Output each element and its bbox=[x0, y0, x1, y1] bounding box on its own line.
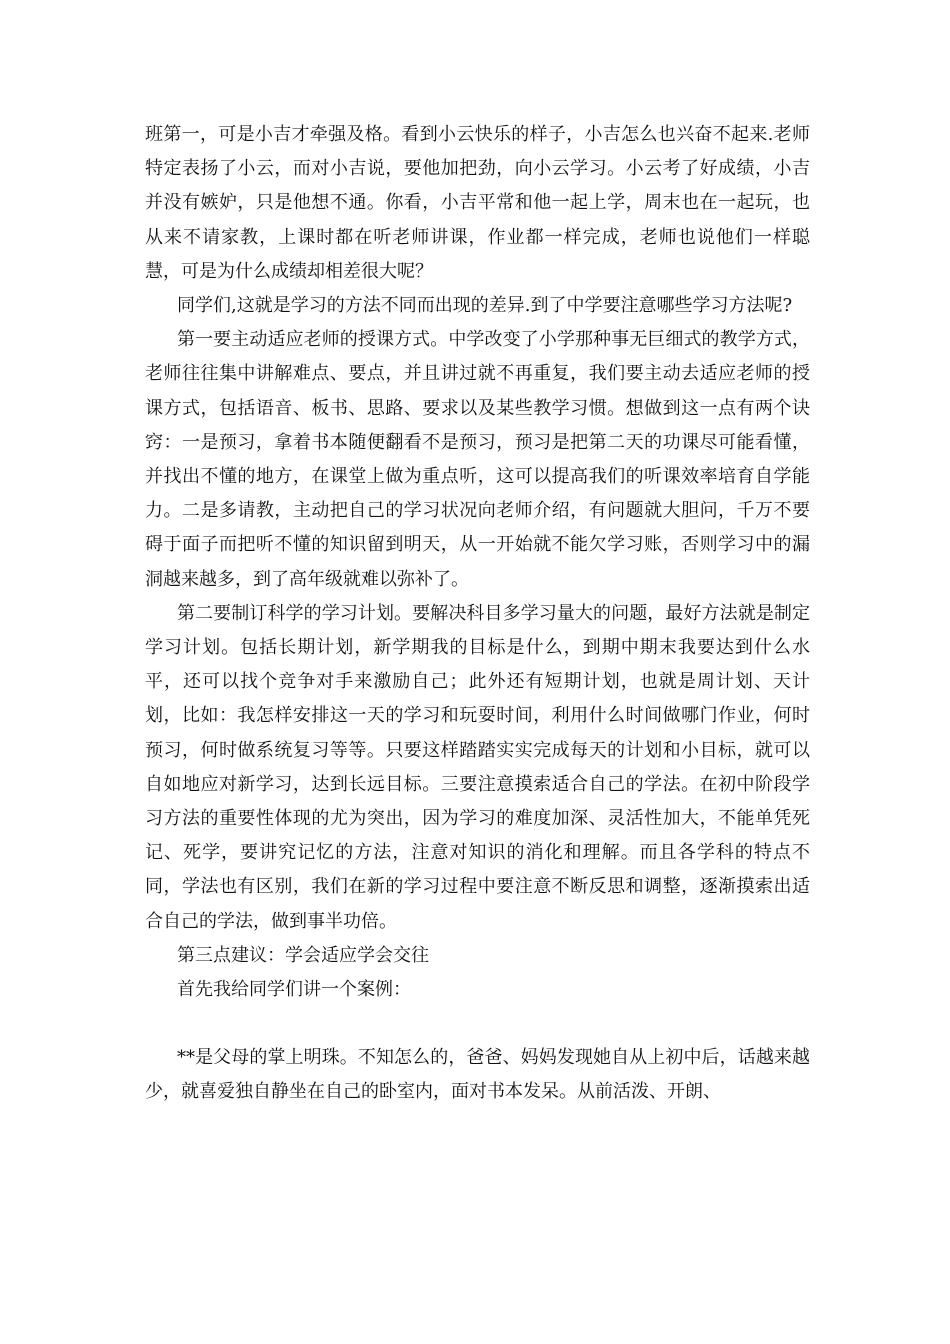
document-page bbox=[145, 118, 810, 1110]
paragraph-first-advice: 第一要主动适应老师的授课方式。中学改变了小学那种事无巨细式的教学方式，老师往往集中讲解难点、要点，并且讲过就不再重复，我们要主动去适应老师的授课方式，包括语音、板书、思路、要求以及某些教学习惯。想做到这一点有两个诀窍：一是预习，拿着书本随便翻看不是预习，预习是把第二天的功课尽可能看懂，并找出不懂的地方，在课堂上做为重点听，这可以提高我们的听课效率培育自学能力。二是多请教，主动把自己的学习状况向老师介绍，有问题就大胆问，千万不要碍于面子而把听不懂的知识留到明天，从一开始就不能欠学习账，否则学习中的漏洞越来越多，到了高年级就难以弥补了。 bbox=[145, 329, 810, 590]
paragraph-question: 同学们,这就是学习的方法不同而出现的差异.到了中学要注意哪些学习方法呢? bbox=[177, 295, 793, 317]
blank-line bbox=[145, 1007, 810, 1041]
paragraph-second-advice: 第二要制订科学的学习计划。要解决科目多学习量大的问题，最好方法就是制定学习计划。包括长期计划，新学期我的目标是什么，到期中期末我要达到什么水平，还可以找个竞争对手来激励自己；此外还有短期计划，也就是周计划、天计划，比如：我怎样安排这一天的学习和玩耍时间，利用什么时间做哪门作业，何时预习，何时做系统复习等等。只要这样踏踏实实完成每天的计划和小目标，就可以自如地应对新学习，达到长远目标。三要注意摸索适合自己的学法。在初中阶段学习方法的重要性体现的尤为突出，因为学习的难度加深、灵活性加大，不能单凭死记、死学，要讲究记忆的方法，注意对知识的消化和理解。而且各学科的特点不同，学法也有区别，我们在新的学习过程中要注意不断反思和调整，逐渐摸索出适合自己的学法，做到事半功倍。 bbox=[145, 602, 810, 932]
paragraph-story-continued: 班第一，可是小吉才牵强及格。看到小云快乐的样子，小吉怎么也兴奋不起来.老师特定表扬了小云，而对小吉说，要他加把劲，向小云学习。小云考了好成绩，小吉并没有嫉妒，只是他想不通。你看，小吉平常和他一起上学，周末也在一起玩，也从来不请家教，上课时都在听老师讲课，作业都一样完成，老师也说他们一样聪慧，可是为什么成绩却相差很大呢？ bbox=[145, 124, 810, 282]
paragraph-case-intro: 首先我给同学们讲一个案例： bbox=[177, 979, 411, 1001]
paragraph-third-advice-heading: 第三点建议：学会适应学会交往 bbox=[177, 944, 429, 966]
paragraph-case-story: **是父母的掌上明珠。不知怎么的，爸爸、妈妈发现她自从上初中后，话越来越少，就喜爱独自静坐在自己的卧室内，面对书本发呆。从前活泼、开朗、 bbox=[145, 1047, 810, 1103]
